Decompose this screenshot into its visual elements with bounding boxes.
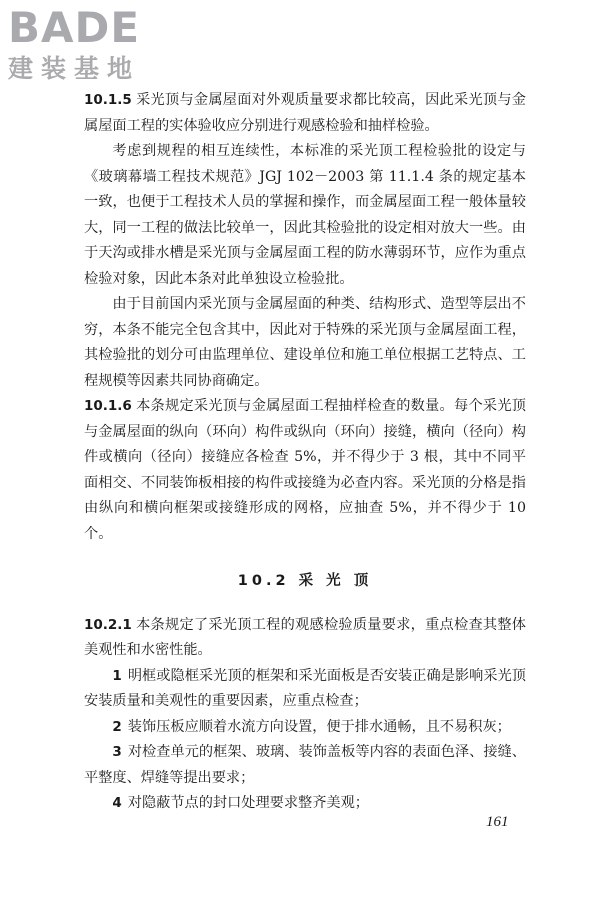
list-item bbox=[84, 791, 526, 817]
item-number: 2 bbox=[112, 718, 122, 735]
clause-10-1-5 bbox=[84, 88, 526, 139]
item-text: 对隐蔽节点的封口处理要求整齐美观； bbox=[127, 795, 369, 811]
clause-text: 采光顶与金属屋面对外观质量要求都比较高，因此采光顶与金属屋面工程的实体验收应分别进行观感检验和抽样检验。 bbox=[84, 92, 526, 134]
clause-10-2-1 bbox=[84, 613, 526, 664]
list-item bbox=[84, 740, 526, 791]
item-number: 3 bbox=[112, 744, 122, 760]
clause-number: 10.2.1 bbox=[84, 616, 132, 633]
list-item bbox=[84, 664, 526, 715]
item-number: 1 bbox=[112, 667, 122, 684]
item-text: 明框或隐框采光顶的框架和采光面板是否安装正确是影响采光顶安装质量和美观性的重要因素，应重点检查； bbox=[84, 667, 526, 709]
item-text: 装饰压板应顺着水流方向设置，便于排水通畅，且不易积灰； bbox=[127, 718, 511, 735]
clause-text: 本条规定采光顶与金属屋面工程抽样检查的数量。每个采光顶与金属屋面的纵向（环向）构件或纵向（环向）接缝，横向（径向）构件或横向（径向）接缝应各检查 5%，并不得少于 3 根，其中不同平面相交、不同装饰板相接的构件或接缝为必查内容。采光顶的分格是指由纵向和横向框架或接缝形成的网格，应抽查 5%，并不得少于 10 个。 bbox=[84, 398, 526, 542]
logo bbox=[8, 4, 178, 84]
section-heading: 10.2 采 光 顶 bbox=[237, 573, 373, 589]
clause-10-1-6 bbox=[84, 394, 526, 547]
item-text: 对检查单元的框架、玻璃、装饰盖板等内容的表面色泽、接缝、平整度、焊缝等提出要求； bbox=[84, 744, 526, 786]
clause-text: 本条规定了采光顶工程的观感检验质量要求，重点检查其整体美观性和水密性能。 bbox=[84, 616, 526, 658]
clause-number: 10.1.5 bbox=[84, 92, 132, 108]
paragraph: 考虑到规程的相互连续性，本标准的采光顶工程检验批的设定与《玻璃幕墙工程技术规范》JGJ 102－2003 第 11.1.4 条的规定基本一致，也便于工程技术人员的掌握和操作，而金属屋面工程一般体量较大，同一工程的做法比较单一，因此其检验批的设定相对放大一些。由于天沟或排水槽是采光顶与金属屋面工程的防水薄弱环节，应作为重点检验对象，因此本条对此单独设立检验批。 bbox=[84, 143, 526, 287]
page-number: 161 bbox=[486, 814, 509, 830]
item-number: 4 bbox=[112, 795, 122, 811]
paragraph: 由于目前国内采光顶与金属屋面的种类、结构形式、造型等层出不穷，本条不能完全包含其中，因此对于特殊的采光顶与金属屋面工程，其检验批的划分可由监理单位、建设单位和施工单位根据工艺特点、工程规模等因素共同协商确定。 bbox=[84, 296, 526, 389]
logo-chinese-name: 建装基地 bbox=[8, 54, 141, 83]
list-item bbox=[84, 715, 526, 741]
clause-number: 10.1.6 bbox=[84, 398, 132, 414]
document-body bbox=[84, 88, 526, 817]
logo-wordmark: BADE bbox=[8, 3, 141, 52]
